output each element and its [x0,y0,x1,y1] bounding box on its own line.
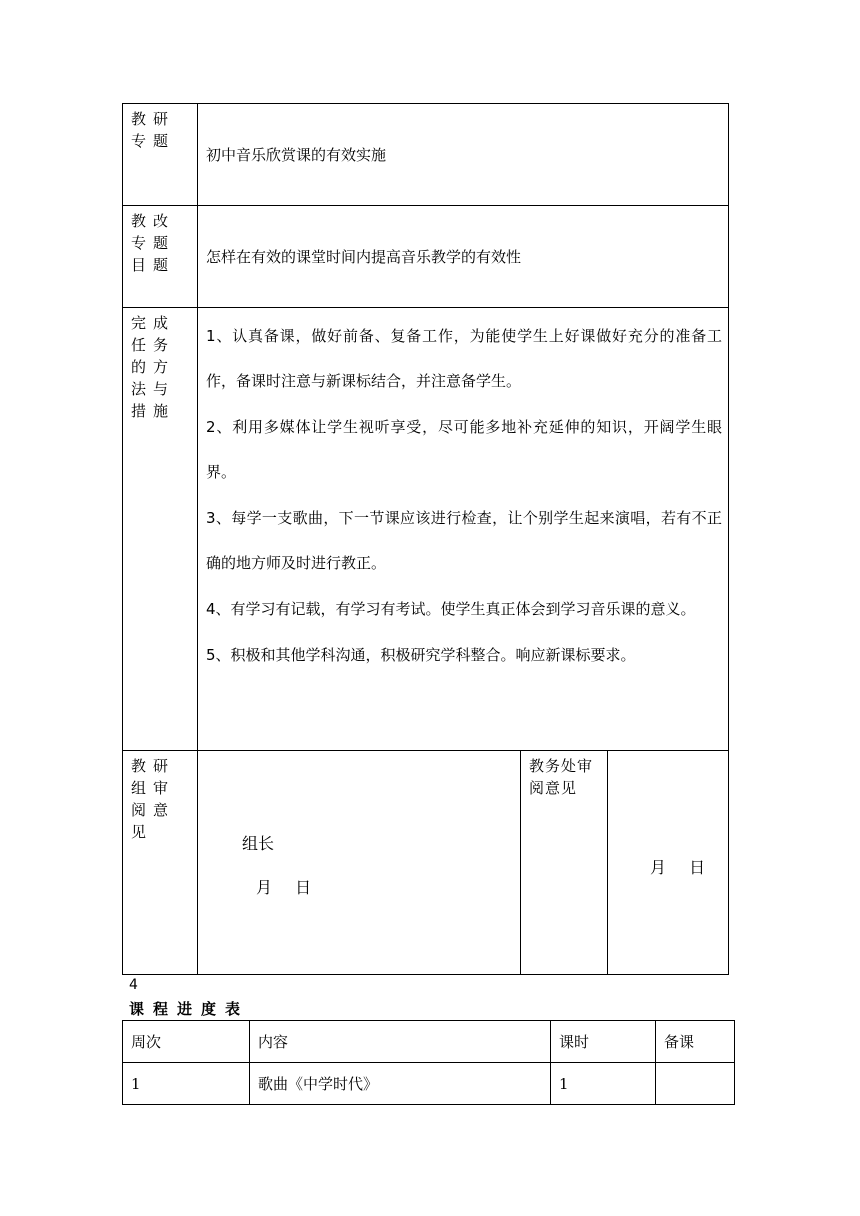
method-item: 1、认真备课，做好前备、复备工作，为能使学生上好课做好充分的准备工作，备课时注意与新课标结合，并注意备学生。 [206,327,723,390]
methods-content [198,308,729,751]
schedule-header-row [123,1021,735,1063]
reform-topic-label: 教改专题目题 [123,206,198,308]
office-review-label: 教务处审阅意见 [521,751,608,975]
page-number: 4 [129,977,138,993]
office-date-label: 月 日 [650,858,706,877]
teaching-plan-table [122,103,729,975]
reform-topic-row [123,206,729,308]
cell-content: 歌曲《中学时代》 [250,1063,551,1105]
cell-prep [656,1063,735,1105]
methods-row [123,308,729,751]
header-prep: 备课 [656,1021,735,1063]
header-hours: 课时 [551,1021,656,1063]
course-schedule-table [122,1020,735,1105]
schedule-title: 课程进度表 [129,1000,250,1018]
method-item: 3、每学一支歌曲，下一节课应该进行检查，让个别学生起来演唱，若有不正确的地方师及时进行教正。 [206,509,723,572]
cell-hours: 1 [551,1063,656,1105]
header-week: 周次 [123,1021,250,1063]
method-item: 2、利用多媒体让学生视听享受，尽可能多地补充延伸的知识，开阔学生眼界。 [206,418,723,481]
method-item: 4、有学习有记载，有学习有考试。使学生真正体会到学习音乐课的意义。 [206,600,696,618]
schedule-row [123,1063,735,1105]
office-review-cell [608,751,729,975]
group-review-label: 教研组审阅意见 [123,751,198,975]
cell-week: 1 [123,1063,250,1105]
method-item: 5、积极和其他学科沟通，积极研究学科整合。响应新课标要求。 [206,646,636,664]
header-content: 内容 [250,1021,551,1063]
review-row [123,751,729,975]
methods-label: 完成任务的方法与措施 [123,308,198,751]
research-topic-row [123,104,729,206]
research-topic-value: 初中音乐欣赏课的有效实施 [198,104,729,206]
reform-topic-value: 怎样在有效的课堂时间内提高音乐教学的有效性 [198,206,729,308]
leader-date-label: 月 日 [256,878,312,897]
leader-label: 组长 [242,834,275,853]
research-topic-label: 教研专题 [123,104,198,206]
group-review-cell [198,751,521,975]
